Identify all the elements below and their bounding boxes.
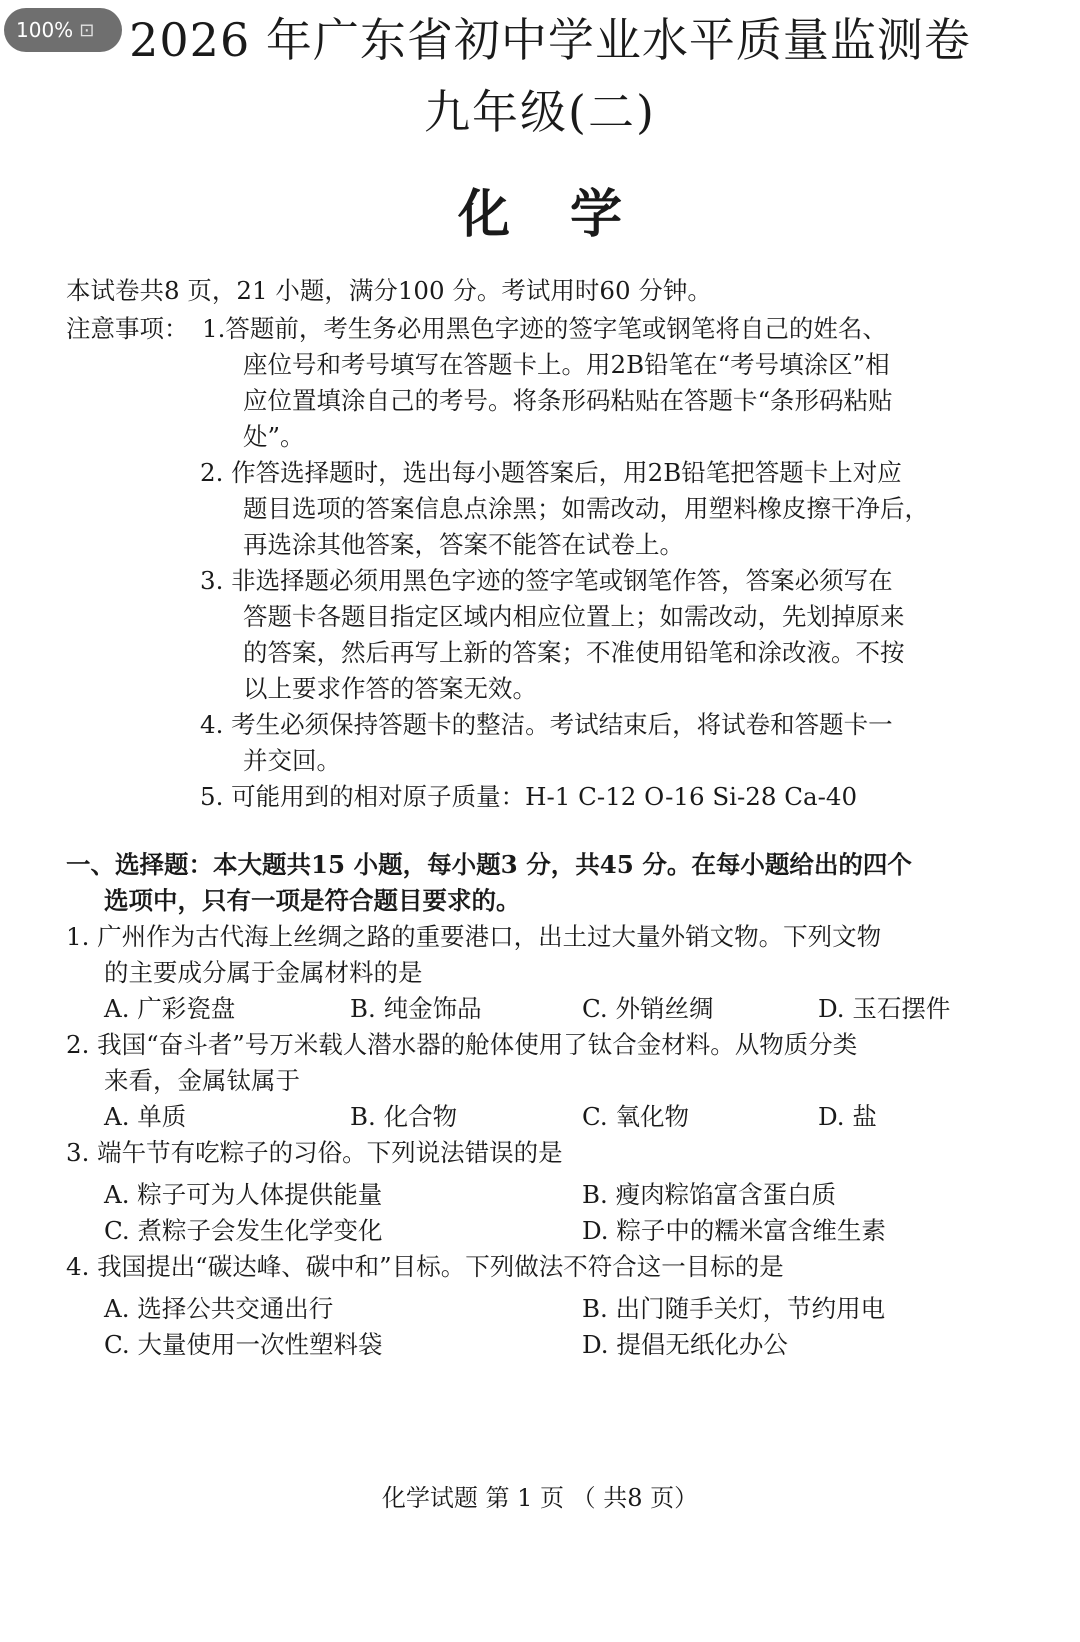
zoom-level: 100% [16,18,74,42]
notice-line: 2. 作答选择题时，选出每小题答案后，用2B铅笔把答题卡上对应 [200,458,902,487]
question-stem: 来看，金属钛属于 [104,1066,300,1095]
option-b: B. 纯金饰品 [350,994,482,1023]
option-b: B. 化合物 [350,1102,458,1131]
notice-line: 答题卡各题目指定区域内相应位置上；如需改动，先划掉原来 [243,602,905,631]
option-d: D. 玉石摆件 [818,994,951,1023]
option-c: C. 煮粽子会发生化学变化 [104,1216,383,1245]
option-d: D. 提倡无纸化办公 [582,1330,788,1359]
notice-line: 应位置填涂自己的考号。将条形码粘贴在答题卡“条形码粘贴 [243,386,893,415]
page-footer: 化学试题 第 1 页 （ 共8 页） [381,1484,699,1512]
question-stem: 4. 我国提出“碳达峰、碳中和”目标。下列做法不符合这一目标的是 [66,1252,784,1281]
notice-line: 4. 考生必须保持答题卡的整洁。考试结束后，将试卷和答题卡一 [200,710,893,739]
option-b: B. 出门随手关灯，节约用电 [582,1294,886,1323]
exam-info: 本试卷共8 页，21 小题，满分100 分。考试用时60 分钟。 [66,276,712,305]
section-heading: 选项中，只有一项是符合题目要求的。 [104,886,521,915]
fit-screen-icon: ⊡ [79,19,95,41]
option-b: B. 瘦肉粽馅富含蛋白质 [582,1180,837,1209]
notice-line: 并交回。 [243,746,341,775]
notice-line: 的答案，然后再写上新的答案；不准使用铅笔和涂改液。不按 [243,638,905,667]
question-stem: 2. 我国“奋斗者”号万米载人潜水器的舱体使用了钛合金材料。从物质分类 [66,1030,858,1059]
option-a: A. 广彩瓷盘 [104,994,236,1023]
notice-line: 3. 非选择题必须用黑色字迹的签字笔或钢笔作答，答案必须写在 [200,566,893,595]
notice-line: 1.答题前，考生务必用黑色字迹的签字笔或钢笔将自己的姓名、 [202,314,887,343]
option-c: C. 氧化物 [582,1102,689,1131]
option-a: A. 单质 [104,1102,187,1131]
section-heading: 一、选择题：本大题共15 小题，每小题3 分，共45 分。在每小题给出的四个 [66,850,912,879]
question-stem: 3. 端午节有吃粽子的习俗。下列说法错误的是 [66,1138,563,1167]
option-d: D. 粽子中的糯米富含维生素 [582,1216,886,1245]
notice-line: 座位号和考号填写在答题卡上。用2B铅笔在“考号填涂区”相 [243,350,890,379]
notice-line: 5. 可能用到的相对原子质量：H-1 C-12 O-16 Si-28 Ca-40 [200,782,858,811]
option-d: D. 盐 [818,1102,877,1131]
exam-title: 2026 年广东省初中学业水平质量监测卷 [129,13,971,67]
option-a: A. 粽子可为人体提供能量 [104,1180,383,1209]
question-stem: 的主要成分属于金属材料的是 [104,958,423,987]
option-c: C. 外销丝绸 [582,994,714,1023]
grade-title: 九年级(二) [424,85,656,139]
notice-label: 注意事项： [66,314,189,343]
option-a: A. 选择公共交通出行 [104,1294,334,1323]
subject-title: 化学 [457,184,682,245]
notice-line: 处”。 [243,422,305,451]
option-c: C. 大量使用一次性塑料袋 [104,1330,383,1359]
notice-line: 题目选项的答案信息点涂黑；如需改动，用塑料橡皮擦干净后， [243,494,929,523]
notice-line: 以上要求作答的答案无效。 [243,674,537,703]
notice-line: 再选涂其他答案，答案不能答在试卷上。 [243,530,684,559]
question-stem: 1. 广州作为古代海上丝绸之路的重要港口，出土过大量外销文物。下列文物 [66,922,882,951]
